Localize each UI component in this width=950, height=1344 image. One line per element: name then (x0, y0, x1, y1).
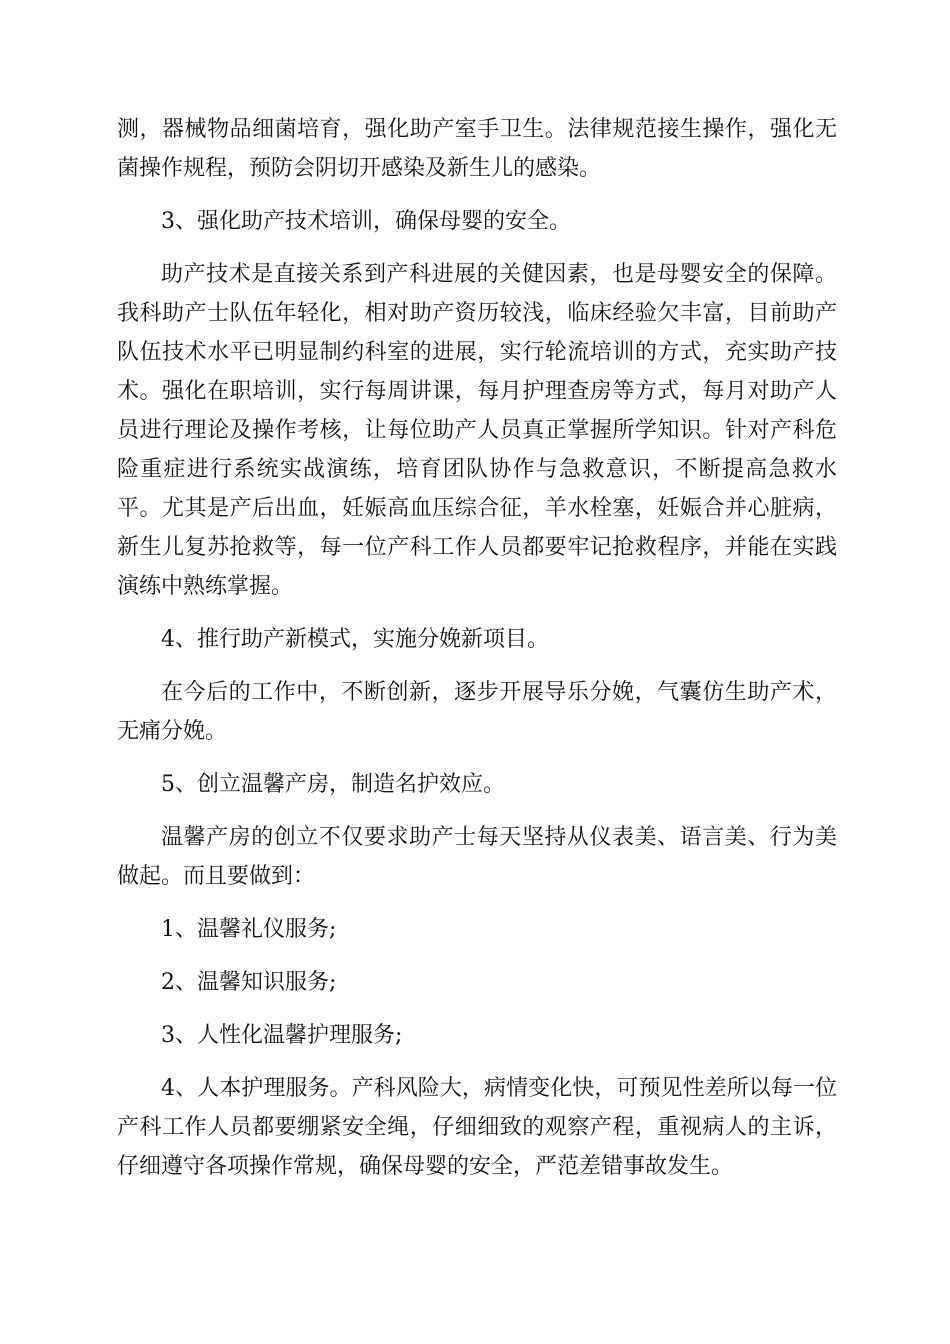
paragraph-new-delivery-projects: 在今后的工作中，不断创新，逐步开展导乐分娩，气囊仿生助产术，无痛分娩。 (117, 680, 837, 744)
document-body (117, 110, 837, 1186)
paragraph-continuation: 测，器械物品细菌培育，强化助产室手卫生。法律规范接生操作，强化无菌操作规程，预防会阴切开感染及新生儿的感染。 (117, 117, 837, 181)
list-item-2: 2、温馨知识服务; (161, 970, 337, 995)
section-heading-5: 5、创立温馨产房，制造名护效应。 (161, 772, 505, 797)
list-item-3: 3、人性化温馨护理服务; (161, 1023, 403, 1048)
list-item-1: 1、温馨礼仪服务; (161, 917, 337, 942)
paragraph-warm-delivery-room: 温馨产房的创立不仅要求助产士每天坚持从仪表美、语言美、行为美做起。而且要做到： (117, 825, 837, 889)
paragraph-midwifery-training: 助产技术是直接关系到产科进展的关健因素，也是母婴安全的保障。我科助产士队伍年轻化，相对助产资历较浅，临床经验欠丰富，目前助产队伍技术水平已明显制约科室的进展，实行轮流培训的方式，充实助产技术。强化在职培训，实行每周讲课，每月护理查房等方式，每月对助产人员进行理论及操作考核，让每位助产人员真正掌握所学知识。针对产科危险重症进行系统实战演练，培育团队协作与急救意识，不断提高急救水平。尤其是产后出血，妊娠高血压综合征，羊水栓塞，妊娠合并心脏病，新生儿复苏抢救等，每一位产科工作人员都要牢记抢救程序，并能在实践演练中熟练掌握。 (117, 262, 837, 599)
section-heading-3: 3、强化助产技术培训，确保母婴的安全。 (161, 209, 571, 234)
section-heading-4: 4、推行助产新模式，实施分娩新项目。 (161, 627, 549, 652)
list-item-4: 4、人本护理服务。产科风险大，病情变化快，可预见性差所以每一位产科工作人员都要绷紧安全绳，仔细细致的观察产程，重视病人的主诉，仔细遵守各项操作常规，确保母婴的安全，严范差错事故发生。 (117, 1076, 837, 1179)
